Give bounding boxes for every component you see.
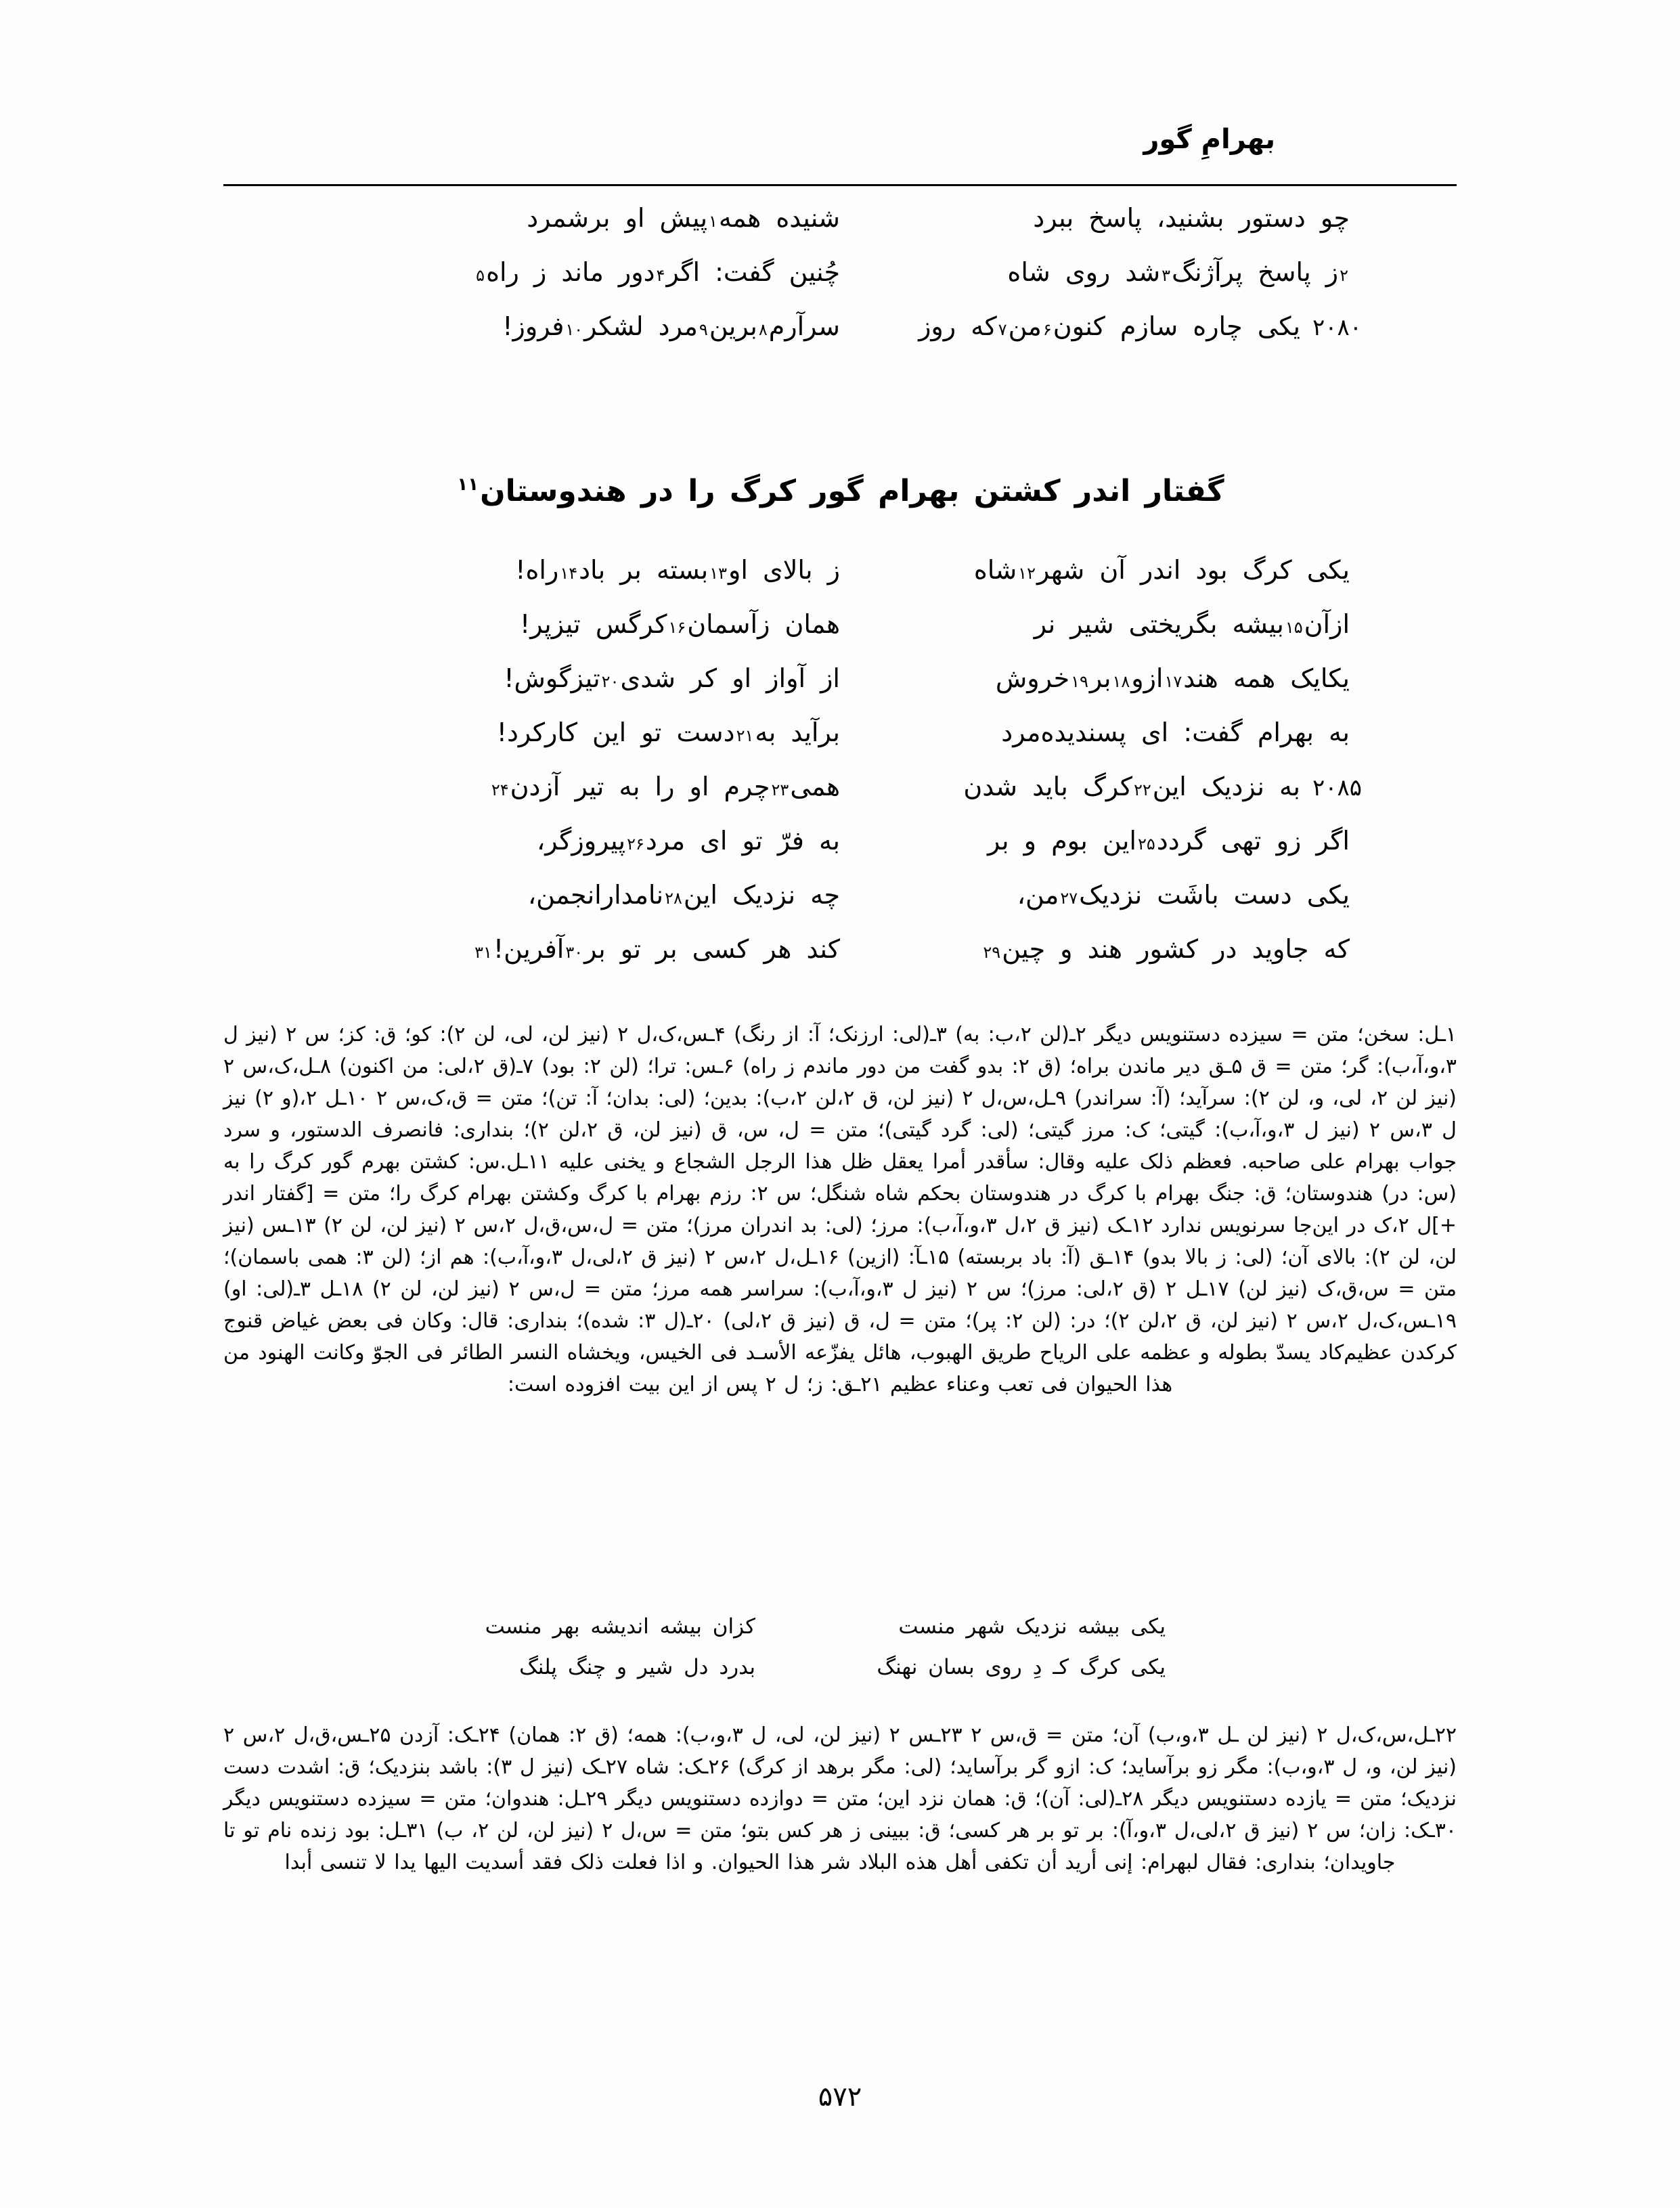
hemistich-text: همی (790, 772, 840, 801)
hemistich-left: سرآرم ۸ برین ۹ مرد لشکر ۱۰ فروز! (502, 311, 840, 341)
hemistich-text-mid: ازو (1131, 663, 1164, 693)
hemistich-right (840, 203, 1362, 233)
section-heading-text: گفتار اندر کشتن بهرام گور کرگ را در هندوستان (480, 474, 1224, 508)
hemistich-text: یکی کرگ بود اندر آن شهر (1036, 555, 1350, 585)
hemistich-right: ۲ ز پاسخ پرآژنگ ۳ شد روی شاه (1007, 257, 1348, 287)
hemistich-text: چو دستور بشنید، پاسخ ببرد (1033, 203, 1350, 233)
hemistich-text: کند هر کسی بر تو بر (584, 934, 840, 964)
verse-line (318, 880, 1362, 934)
hemistich-right (840, 717, 1362, 747)
verse-block-two (318, 555, 1362, 988)
running-head-title: بهرامِ گور (1143, 124, 1275, 155)
quoted-hemistich-left: کزان بیشه اندیشه بهر منست (485, 1614, 755, 1639)
hemistich-right: ۲۰۸۵ به نزدیک این ۲۲ کرگ باید شدن (963, 772, 1362, 801)
hemistich-text-rest: شاه (973, 555, 1017, 585)
apparatus-paragraph: ۱ـل: سخن؛ متن = سیزده دستنویس دیگر ۲ـ(لن ۲،ب: به) ۳ـ(لی: ارزنک؛ آ: از رنگ) ۴ـس،ک،ل ۲ (نیز لن، لی، لن ۲): کو؛ ق: کز؛ س ۲ (نیز ل ۳،و،آ،ب): گر؛ متن = ق ۵ـق دیر ماندن براه؛ (ق ۲: بدو گفت من دور ماندم ز راه) ۶ـس: ترا؛ (لن ۲: بود) ۷ـ(ق ۲،لی: من اکنون) ۸ـل،ک،س ۲ (نیز لن ۲، لی، و، لن ۲): سرآید؛ (آ: سراندر) ۹ـل،س،ل ۲ (نیز لن، ق ۲،لن ۲،ب): بدین؛ (لی: بدان؛ آ: تن)؛ متن = ق،ک،س ۲ ۱۰ـل ۲،(و ۲) نیز ل ۳،س ۲ (نیز ل ۳،و،آ،ب): گیتی؛ ک: مرز گیتی؛ (لی: گرد گیتی)؛ متن = ل، س، ق (نیز لن، ق ۲،لن ۲)؛ بنداری: فانصرف الدستور، و سرد جواب بهرام علی صاحبه. فعظم ذلک علیه وقال: سأقدر أمرا یعقل ظل هذا الرجل الشجاع و یخنی علیه ۱۱ـل.س: کشتن بهرم گور کرگ را به (س: در) هندوستان؛ ق: جنگ بهرام با کرگ در هندوستان بحکم شاه شنگل؛ س ۲: رزم بهرام با کرگ وکشتن بهرام کرگ را؛ متن = [گفتار اندر +]ل ۲،ک در این‌جا سرنویس ندارد ۱۲ـک (نیز ق ۲،ل ۳،و،آ،ب): مرز؛ (لی: بد اندران مرز)؛ متن = ل،س،ق،ل ۲،س ۲ (نیز لن، لن ۲) ۱۳ـس (نیز لن، لن ۲): بالای آن؛ (لی: ز بالا بدو) ۱۴ـق (آ: باد بربسته) ۱۵ـآ: (ازین) ۱۶ـل،ل ۲،س ۲ (نیز ق ۲،لی،ل ۳،و،آ،ب): هم از؛ (لن ۳: همی باسمان)؛ متن = س،ق،ک (نیز لن) ۱۷ـل ۲ (ق ۲،لی: مرز)؛ س ۲ (نیز ل ۳،و،آ،ب): سراسر همه مرز؛ متن = ل،س ۲ (نیز لن، لن ۲) ۱۸ـل ۳ـ(لی: او) ۱۹ـس،ک،ل ۲،س ۲ (نیز لن، ق ۲،لن ۲)؛ در: (لن ۲: پر)؛ متن = ل، ق (نیز ق ۲،لی) ۲۰ـ(ل ۳: شده)؛ بنداری: قال: وکان فی بعض غیاض قنوج کرکدن عظیم‌کاد یسدّ بطوله و عظمه علی الریاح طریق الهبوب، هائل یفزّعه الأسـد فی الخیس، ویخشاه النسر الطائر فی الجوّ وکانت الهنود من هذا الحیوان فی تعب وعناء عظیم ۲۱ـق: ز؛ ل ۲ پس از این بیت افزوده است: (223, 1023, 1457, 1396)
hemistich-text: سرآرم (768, 311, 840, 341)
hemistich-text-rest: که روز (919, 311, 997, 341)
hemistich-text-mid2: بر (1089, 663, 1111, 693)
hemistich-text-mid: بسته بر باد (579, 555, 709, 585)
hemistich-text-tail: راه! (515, 555, 559, 585)
quoted-hemistich-left: بدرد دل شیر و چنگ پلنگ (519, 1655, 755, 1679)
hemistich-left: چه نزدیک این ۲۸ نامدارانجمن، (527, 880, 840, 910)
critical-apparatus-part-one (223, 1019, 1457, 1400)
beyt-number: ۲۰۸۰ (1312, 314, 1362, 341)
hemistich-text: یکی دست باشَت نزدیک (1079, 880, 1350, 910)
hemistich-text: به بهرام گفت: ای پسندیده‌مرد (1001, 717, 1350, 747)
hemistich-right: اگر زو تهی گردد ۲۵ این بوم و بر (988, 826, 1350, 856)
hemistich-text-tail: فروز! (502, 311, 565, 341)
quoted-hemistich-right: یکی کرگ کـ دِ روی بسان نهنگ (877, 1655, 1166, 1679)
hemistich-text: چه نزدیک این (683, 880, 840, 910)
verse-line (318, 203, 1362, 257)
hemistich-left: چُنین گفت: اگر ۴ دور ماند ز راه ۵ (476, 257, 840, 287)
hemistich-text: همان زآسمان (687, 609, 840, 639)
running-head-rule (223, 184, 1457, 186)
hemistich-left: همی ۲۳ چرم او را به تیر آزدن ۲۴ (491, 772, 840, 801)
apparatus-paragraph: ۲۲ـل،س،ک،ل ۲ (نیز لن ـل ۳،و،ب) آن؛ متن = ق،س ۲ ۲۳ـس ۲ (نیز لن، لی، ل ۳،و،ب): همه؛ (ق ۲: همان) ۲۴ـک: آزدن ۲۵ـس،ق،ل ۲،س ۲ (نیز لن، و، ل ۳،و،ب): مگر زو برآساید؛ ک: ازو گر برآساید؛ (لی: مگر برهد از کرگ) ۲۶ـک: شاه ۲۷ـک (نیز ل ۳): باشد بنزدیک؛ ق: اشدت دست نزدیک؛ متن = یازده دستنویس دیگر ۲۸ـ(لی: آن)؛ ق: همان نزد این؛ متن = دوازده دستنویس دیگر ۲۹ـل: هندوان؛ متن = سیزده دستنویس دیگر ۳۰ـک: زان؛ س ۲ (نیز ق ۲،لی،ل ۳،و،آ): بر تو بر هر کسی؛ ق: ببینی ز هر کس بتو؛ متن = س،ل ۲ (نیز لن، لن ۲، ب) ۳۱ـل: بود زنده نام تو تا جاویدان؛ بنداری: فقال لبهرام: إنی أرید أن تکفی أهل هذه البلاد شر هذا الحیوان. و اذا فعلت ذلک فقد أسدیت الیها یدا لا تنسی أبدا (223, 1723, 1457, 1874)
hemistich-text-rest: من، (1017, 880, 1059, 910)
critical-apparatus-part-two (223, 1719, 1457, 1878)
hemistich-text: یکی چاره سازم کنون (1053, 311, 1300, 341)
hemistich-text: ز پاسخ پرآژنگ (1172, 257, 1339, 287)
verse-line (318, 826, 1362, 880)
hemistich-text-rest: کرگ باید شدن (963, 772, 1132, 801)
hemistich-text: برآید به (755, 717, 840, 747)
hemistich-right: که جاوید در کشور هند و چین ۲۹ (983, 934, 1350, 964)
hemistich-text-rest: دور ماند ز راه (486, 257, 655, 287)
hemistich-text: یکایک همه هند (1183, 663, 1350, 693)
hemistich-right: ۲۰۸۰ یکی چاره سازم کنون ۶ من ۷ که روز (919, 311, 1362, 341)
hemistich-text-rest: تیزگوش! (504, 663, 600, 693)
hemistich-left: کند هر کسی بر تو بر ۳۰ آفرین! ۳۱ (474, 934, 840, 964)
hemistich-text-rest: نامدارانجمن، (527, 880, 664, 910)
hemistich-left: شنیده همه ۱ پیش او برشمرد (527, 203, 840, 233)
section-heading (223, 474, 1457, 508)
hemistich-right: یکایک همه هند ۱۷ ازو ۱۸ بر ۱۹ خروش (995, 663, 1350, 693)
hemistich-text-rest: آفرین! (493, 934, 565, 964)
hemistich-left: همان زآسمان ۱۶ کرگس تیزپر! (519, 609, 840, 639)
hemistich-text: به نزدیک این (1152, 772, 1300, 801)
hemistich-text-rest: کرگس تیزپر! (519, 609, 667, 639)
quoted-hemistich-right: یکی بیشه نزدیک شهر منست (898, 1614, 1166, 1639)
hemistich-text: چُنین گفت: اگر (666, 257, 840, 287)
hemistich-text-rest: پیش او برشمرد (527, 203, 708, 233)
hemistich-text: ز بالای او (728, 555, 840, 585)
quoted-couplet-line (223, 1614, 1457, 1655)
hemistich-left: برآید به ۲۱ دست تو این کارکرد! (496, 717, 840, 747)
hemistich-right: یکی دست باشَت نزدیک ۲۷ من، (1017, 880, 1350, 910)
page-number: ۵۷۲ (818, 2081, 862, 2113)
quoted-couplet-line (223, 1655, 1457, 1696)
hemistich-left: ز بالای او ۱۳ بسته بر باد ۱۴ راه! (515, 555, 840, 585)
hemistich-left: از آواز او کر شدی ۲۰ تیزگوش! (504, 663, 840, 693)
verse-line (318, 772, 1362, 826)
hemistich-text-mid: من (1008, 311, 1042, 341)
quoted-couplets (223, 1614, 1457, 1696)
hemistich-text-mid: برین (709, 311, 757, 341)
verse-line (318, 663, 1362, 717)
hemistich-text: از آواز او کر شدی (620, 663, 840, 693)
hemistich-text-rest: این بوم و بر (988, 826, 1136, 856)
footnote-marker: ۱۱ (457, 474, 479, 495)
verse-line (318, 555, 1362, 609)
verse-line (318, 717, 1362, 772)
hemistich-text: که جاوید در کشور هند و چین (1002, 934, 1350, 964)
hemistich-left: به فرّ تو ای مرد ۲۶ پیروزگر، (537, 826, 840, 856)
hemistich-text-rest: مرد لشکر (584, 311, 698, 341)
hemistich-text-rest: دست تو این کارکرد! (496, 717, 735, 747)
hemistich-text-rest: خروش (995, 663, 1070, 693)
beyt-number: ۲۰۸۵ (1312, 774, 1362, 801)
verse-line (318, 934, 1362, 988)
verse-line (318, 311, 1362, 366)
hemistich-text-rest: بیشه بگریختی شیر نر (1034, 609, 1284, 639)
hemistich-text: به فرّ تو ای مرد (645, 826, 840, 856)
verse-line (318, 609, 1362, 663)
hemistich-text-rest: شد روی شاه (1007, 257, 1161, 287)
hemistich-text: ازآن (1304, 609, 1350, 639)
verse-block-one (318, 203, 1362, 366)
hemistich-text-rest: چرم او را به تیر آزدن (510, 772, 770, 801)
hemistich-text: شنیده همه (718, 203, 840, 233)
hemistich-right: یکی کرگ بود اندر آن شهر ۱۲ شاه (973, 555, 1350, 585)
hemistich-text: اگر زو تهی گردد (1156, 826, 1350, 856)
running-head (223, 126, 1457, 200)
hemistich-right: ازآن ۱۵ بیشه بگریختی شیر نر (1034, 609, 1350, 639)
hemistich-text-rest: پیروزگر، (537, 826, 626, 856)
verse-line (318, 257, 1362, 311)
